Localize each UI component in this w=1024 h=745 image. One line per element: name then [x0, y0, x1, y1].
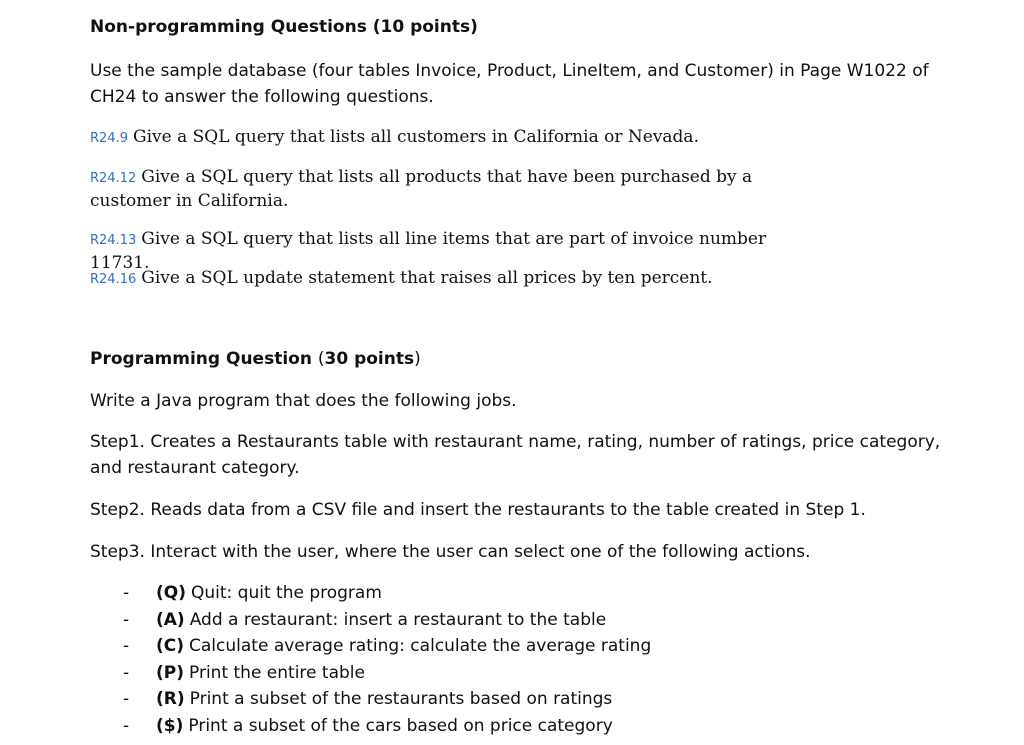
- question-r24-16: [90, 267, 830, 291]
- action-key: ($): [156, 715, 184, 736]
- bullet-dash: -: [123, 689, 130, 709]
- programming-heading: [90, 349, 421, 369]
- list-item: [123, 580, 651, 607]
- question-text: Give a SQL query that lists all line items that are part of invoice number 11731.: [90, 229, 767, 273]
- action-key: (C): [156, 636, 185, 656]
- list-item: [123, 713, 651, 740]
- action-text: Print a subset of the restaurants based on ratings: [189, 689, 613, 709]
- action-text: Print the entire table: [189, 662, 365, 683]
- programming-intro: Write a Java program that does the following jobs.: [90, 391, 517, 411]
- question-number: R24.12: [90, 171, 137, 186]
- list-item: [123, 633, 651, 660]
- programming-heading-title: Programming Question: [90, 349, 312, 369]
- bullet-dash: -: [123, 609, 130, 630]
- list-item: [123, 607, 651, 634]
- step-1: Step1. Creates a Restaurants table with restaurant name, rating, number of ratings, price category, and restaurant category.: [90, 432, 941, 478]
- action-list: [123, 580, 651, 739]
- question-text: Give a SQL query that lists all customers in California or Nevada.: [132, 127, 699, 147]
- question-number: R24.9: [90, 131, 128, 146]
- list-item: [123, 686, 651, 713]
- action-text: Add a restaurant: insert a restaurant to the table: [189, 609, 607, 630]
- question-number: R24.16: [90, 272, 137, 287]
- bullet-dash: -: [123, 662, 130, 683]
- step-2: Step2. Reads data from a CSV file and insert the restaurants to the table created in Step 1.: [90, 500, 866, 520]
- bullet-dash: -: [123, 583, 130, 603]
- bullet-dash: -: [123, 715, 130, 736]
- action-key: (A): [156, 609, 185, 630]
- action-text: Quit: quit the program: [191, 583, 382, 603]
- action-key: (Q): [156, 583, 186, 603]
- question-number: R24.13: [90, 233, 137, 248]
- action-text: Calculate average rating: calculate the average rating: [189, 636, 652, 656]
- question-text: Give a SQL query that lists all products that have been purchased by a customer in California.: [90, 167, 753, 211]
- programming-heading-points: (30 points): [317, 349, 421, 369]
- list-item: [123, 660, 651, 687]
- action-text: Print a subset of the cars based on price category: [188, 715, 613, 736]
- action-key: (P): [156, 662, 184, 683]
- bullet-dash: -: [123, 636, 130, 656]
- step-3: Step3. Interact with the user, where the user can select one of the following actions.: [90, 542, 811, 562]
- action-key: (R): [156, 689, 185, 709]
- question-r24-9: [90, 126, 830, 150]
- non-programming-heading: Non-programming Questions (10 points): [90, 17, 478, 37]
- non-programming-intro: Use the sample database (four tables Invoice, Product, LineItem, and Customer) in Page W1022 of CH24 to answer the following questions.: [90, 61, 929, 107]
- question-r24-12: [90, 166, 830, 212]
- question-text: Give a SQL update statement that raises all prices by ten percent.: [141, 268, 713, 288]
